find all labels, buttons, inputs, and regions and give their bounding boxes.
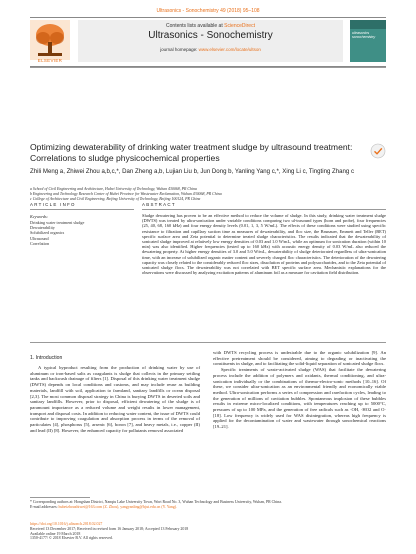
article-title: Optimizing dewaterability of drinking water treatment sludge by ultrasound treatment: Correlations to sludge physicochemical properties — [30, 142, 353, 163]
email-addresses[interactable]: hubeizhouzhiwei@163.com (Z. Zhou), yangyanling@bjut.edu.cn (Y. Yang). — [58, 504, 178, 509]
body-column-left — [30, 365, 200, 433]
article-info-rule — [30, 209, 134, 210]
keywords-list — [30, 220, 130, 246]
keywords-heading: Keywords: — [30, 214, 48, 219]
abstract-rule — [142, 209, 386, 210]
keyword-item: Dewaterability — [30, 225, 55, 231]
contents-line — [78, 23, 343, 29]
copyright-line: 1350-4177/ © 2018 Elsevier B.V. All rights reserved. — [30, 536, 113, 541]
affiliation-a: a School of Civil Engineering and Architecture, Hubei University of Technology, Wuhan 430068, PR China — [30, 187, 197, 191]
journal-title: Ultrasonics - Sonochemistry — [148, 30, 273, 41]
section-heading-introduction: 1. Introduction — [30, 355, 63, 361]
available-online: Available online 19 March 2018 — [30, 531, 81, 536]
body-paragraph: with DWTS recycling process is undesirable due to the organic solubilization [9]. An effective pretreatment should be considered, aiming to degrading or inactivating the constituents in sludge, and to facilitating the solid-liquid separation of sonicated sludge flocs. — [213, 350, 386, 367]
check-for-updates-icon[interactable] — [370, 143, 386, 159]
keyword-item: Correlation — [30, 240, 50, 246]
affiliation-c: c College of Architecture and Civil Engineering, Beijing University of Technology, Beijing 100124, PR China — [30, 197, 201, 202]
received-dates: Received 13 December 2017; Received in revised form 16 January 2018; Accepted 13 February 2018 — [30, 526, 189, 531]
journal-homepage-line — [78, 47, 343, 52]
body-paragraph: A typical byproduct resulting from the production of drinking water by use of aluminum or iron-based salts as coagulants is sludge that collects in the primary settling tanks and backwash drainage of filters [1]. Disposal of this drinking water treatment sludge (DWTS) depends on local conditions and customs, and may include reuse as building materials, landfill with soil, application to farmland, sanitary landfills or ocean disposal [2,3]. The most common disposal strategy in China is burying DWTS in deserted soils and sanitary landfills. However, prior to disposal, efficient dewatering of the sludge is of paramount importance as a reduced volume and weight results in lower management, transport and disposal costs. In addition to reducing water content, the issue of DWTS could contribute to improving coagulation and absorption process in terms of the removal of particulates [4], phosphorus [5], arsenic [6], boron [7], and heavy metals, i.e., copper (II) and lead (II) [8]. However, the enhanced capacity for pollutants removal associated — [30, 365, 200, 433]
keyword-item: Ultrasound — [30, 235, 49, 241]
elsevier-tree-logo-icon — [30, 20, 70, 60]
footnote-rule — [30, 497, 90, 498]
homepage-prefix: journal homepage: — [160, 47, 198, 52]
keyword-item: Drinking water treatment sludge — [30, 220, 85, 225]
contents-prefix: Contents lists available at — [166, 23, 223, 29]
elsevier-wordmark: ELSEVIER — [37, 58, 63, 63]
abstract-text: Sludge dewatering has proven to be an effective method to reduce the volume of sludge. In this study, drinking water treatment sludge (DWTS) was treated by ultra-sonication under variable conditions comparing two ul-trasound types (horn and probe), four frequencies (25, 40, 68, 160 kHz) and four energy density levels (0.01, 1, 3, 5 W/mL). The effects of these conditions were studied using specific resistance to filtration and capillary suction time as measures of dewaterability, and floc size, the Brunauer, Emmett and Teller (BET) specific surface area and Zeta potential to determine treated sludge characteristics. The results indicated that the dewaterability of sonicated sludge improved at relatively low energy densities of 0.03 and 1.0 W/mL, while an optimum for sonication duration (within 10 min) was also identified. Higher frequencies (tested up to 160 kHz) with acoustic energy density of 0.03 W/mL also reduced the dewatering property. At higher energy densities of 3.0 and 5.0 W/mL, dewaterability of sludge deteriorated regardless of ultra-sonication time, with an increase of solubilized organic matter content and severely charged floc characteristics. The deterioration of the dewatering capacity was closely related to the considerably reduced floc sizes, dissolution of proteins and polysaccharides, and to the Zeta potential of sonicated sludge flocs. The dewaterability was not correlated with BET specific surface area. Mechanistic explanations for the observations were discussed by analyzing excitation patterns of aluminum foil as a measure for cavitation field distribution. — [142, 213, 386, 276]
running-header: Ultrasonics - Sonochemistry 49 (2018) 95–108 — [156, 8, 260, 14]
abstract-bottom-rule — [30, 342, 386, 343]
body-paragraph: Specific treatments of waste-activated sludge (WAS) that facilitate the dewatering process include the addition of polymers and oxidants, thermal conditioning, and ultra-sonication individually or the combinations of thermo-electro-sonic methods [10–16]. Of these, we consider ultra-sonication as an environmental friendly and economically viable method. Ultra-sonication performs a series of compression and rarefaction cycles, leading to the generation of millions of cavitation bubbles. Spontaneous implosion of these bubbles results in extreme micro-localized conditions, with temperatures reaching up to 5000°C, pressures of up to 100 MPa, and the generation of free radicals such as ·OH, ·HO2 and O· [18]. Low frequency is widely used for WAS disintegration, whereas high frequency is applied for the decontamination of water and wastewater through sonochemical reactions [19–21]. — [213, 367, 386, 430]
doi-link[interactable]: https://doi.org/10.1016/j.ultsonch.2018.02.027 — [30, 522, 103, 526]
abstract-label: ABSTRACT — [142, 202, 176, 207]
affiliation-b: b Engineering and Technology Research Center of Hubei Province for Wastewater Reclamation, Wuhan 430068, PR China — [30, 192, 222, 197]
corresponding-author-note: * Corresponding authors at: Hongshan District, Nanqiu Lake University Town, Wort Road No. 3, Wuhan Technology and Business University, Wuhan, PR China. — [30, 500, 282, 504]
author-list: Zhili Meng a, Zhiwei Zhou a,b,c,*, Dan Zheng a,b, Lujian Liu b, Jun Dong b, Yanling Yang c,*, Xing Li c, Tingting Zhang c — [30, 168, 355, 175]
journal-homepage-link[interactable]: www.elsevier.com/locate/ultson — [198, 47, 261, 52]
footnote-corresponding — [30, 500, 386, 510]
email-note — [30, 505, 386, 510]
keyword-item: Solubilized organics — [30, 230, 65, 236]
journal-cover-band — [350, 20, 386, 29]
publication-info — [30, 522, 386, 541]
masthead-divider — [30, 67, 386, 68]
affiliations — [30, 187, 386, 203]
email-prefix: E-mail addresses: — [30, 504, 58, 509]
article-info-label: ARTICLE INFO — [30, 202, 76, 207]
journal-cover-title: ultrasonics sonochemistry — [352, 31, 376, 39]
body-column-right — [213, 350, 386, 430]
sciencedirect-link[interactable]: ScienceDirect — [224, 23, 255, 29]
